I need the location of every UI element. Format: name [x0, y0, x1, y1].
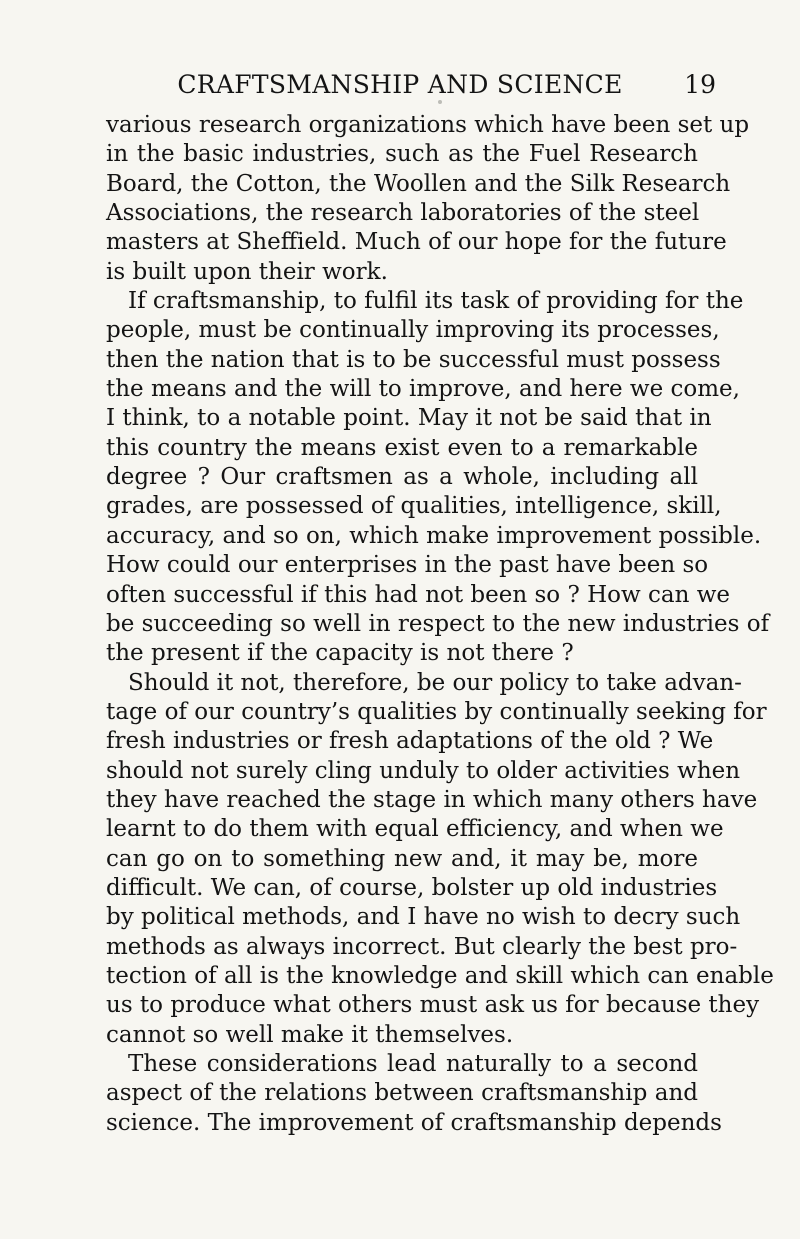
text-line: accuracy, and so on, which make improvement possible.	[106, 522, 762, 549]
text-line: learnt to do them with equal efficiency, and when we	[106, 816, 724, 843]
text-line: masters at Sheffield. Much of our hope for the future	[106, 229, 727, 256]
text-line: Associations, the research laboratories of the steel	[106, 200, 700, 227]
text-line: the present if the capacity is not there ?	[106, 640, 574, 667]
text-line: the means and the will to improve, and here we come,	[106, 376, 740, 403]
text-line: These considerations lead naturally to a second	[128, 1051, 698, 1077]
text-line: How could our enterprises in the past have been so	[106, 552, 709, 579]
text-line: they have reached the stage in which many others have	[106, 786, 758, 813]
text-line: tection of all is the knowledge and skill which can enable	[106, 962, 774, 989]
text-line: this country the means exist even to a remarkable	[106, 434, 698, 461]
body-text	[106, 111, 774, 1138]
text-line: in the basic industries, such as the Fuel Research	[106, 141, 698, 168]
text-line: degree ? Our craftsmen as a whole, including all	[106, 464, 698, 491]
text-line: Board, the Cotton, the Woollen and the Silk Research	[106, 170, 731, 197]
ink-speck	[438, 100, 442, 104]
text-line: can go on to something new and, it may be, more	[106, 845, 698, 872]
text-line: difficult. We can, of course, bolster up old industries	[106, 874, 718, 901]
text-line: be succeeding so well in respect to the new industries of	[106, 610, 770, 637]
text-line: us to produce what others must ask us for because they	[106, 992, 760, 1019]
text-line: aspect of the relations between craftsmanship and	[106, 1080, 698, 1107]
text-line: grades, are possessed of qualities, intelligence, skill,	[106, 493, 722, 520]
text-line: Should it not, therefore, be our policy to take advan-	[128, 669, 742, 696]
running-head: CRAFTSMANSHIP AND SCIENCE	[177, 70, 623, 99]
text-line: If craftsmanship, to fulfil its task of providing for the	[128, 288, 744, 315]
page-header	[0, 68, 800, 104]
text-line: fresh industries or fresh adaptations of the old ? We	[106, 728, 714, 755]
text-line: often successful if this had not been so ? How can we	[106, 581, 730, 608]
page-number: 19	[684, 70, 716, 99]
text-line: cannot so well make it themselves.	[106, 1021, 514, 1048]
text-line: tage of our country’s qualities by continually seeking for	[106, 698, 767, 725]
text-line: people, must be continually improving its processes,	[106, 317, 720, 344]
text-line: is built upon their work.	[106, 258, 388, 285]
text-line: then the nation that is to be successful must possess	[106, 346, 721, 373]
text-line: by political methods, and I have no wish to decry such	[106, 904, 741, 931]
text-line: should not surely cling unduly to older activities when	[106, 757, 741, 784]
text-line: various research organizations which have been set up	[106, 112, 750, 138]
text-line: science. The improvement of craftsmanship depends	[106, 1109, 722, 1136]
text-line: I think, to a notable point. May it not be said that in	[106, 405, 712, 432]
text-line: methods as always incorrect. But clearly the best pro-	[106, 933, 738, 960]
